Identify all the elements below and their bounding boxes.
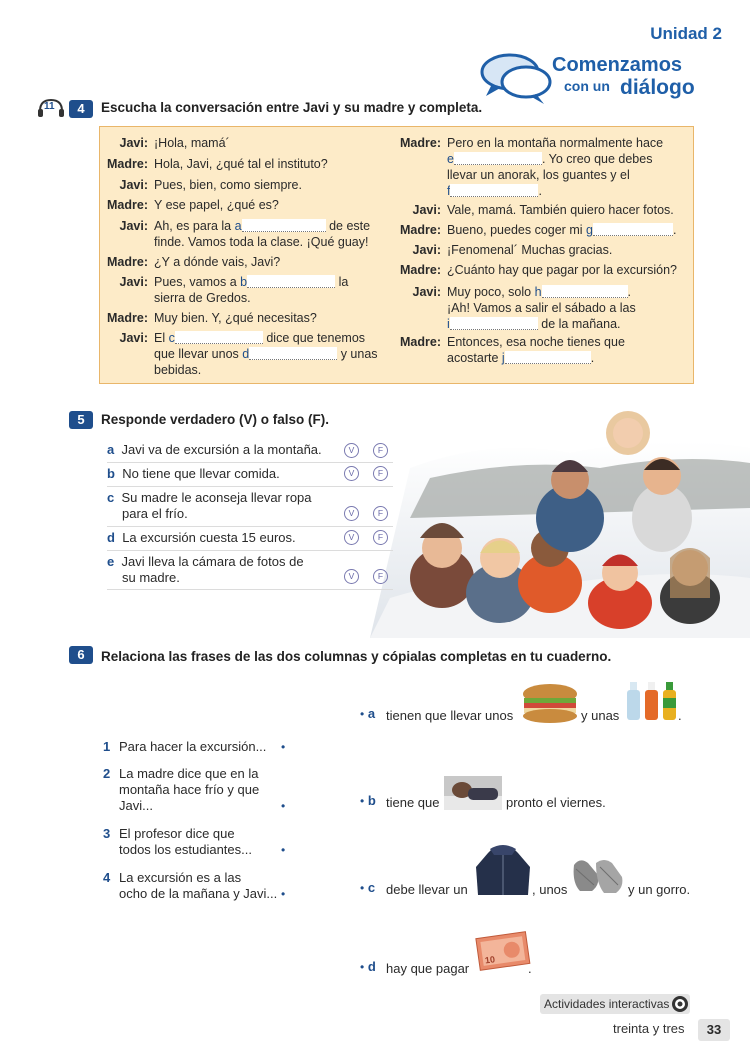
true-option[interactable]: V — [344, 569, 359, 584]
false-option[interactable]: F — [373, 530, 388, 545]
false-option[interactable]: F — [373, 443, 388, 458]
dialogue-line: Javi: Pues, vamos a b la sierra de Gredos. — [119, 275, 349, 305]
drink-bottles-icon — [625, 678, 679, 722]
gap-c-input[interactable] — [175, 331, 263, 344]
false-option[interactable]: F — [373, 569, 388, 584]
match-right-b[interactable]: • b tiene que pronto el viernes. — [360, 793, 606, 810]
match-left-2[interactable]: 2 La madre dice que en la montaña hace frío y que Javi... • — [103, 766, 286, 813]
list-item: c Su madre le aconseja llevar ropa para el frío. — [107, 490, 393, 527]
section-title — [478, 52, 718, 106]
gap-j-input[interactable] — [505, 351, 591, 364]
list-item: d La excursión cuesta 15 euros. — [107, 530, 393, 551]
true-option[interactable]: V — [344, 443, 359, 458]
false-option[interactable]: F — [373, 466, 388, 481]
list-item: a Javi va de excursión a la montaña. — [107, 442, 393, 463]
audio-track[interactable] — [36, 98, 66, 118]
track-number: 11 — [44, 101, 55, 112]
unit-label: Unidad 2 — [650, 24, 722, 43]
dialogue-line: Madre: Hola, Javi, ¿qué tal el instituto? — [107, 157, 328, 171]
interactive-activities-button[interactable] — [540, 994, 690, 1014]
dialogue-line: Madre: Entonces, esa noche tienes que acostarte j . — [400, 335, 625, 365]
dialogue-line: Javi: Muy poco, solo h . ¡Ah! Vamos a salir el sábado a las i de la mañana. — [412, 285, 636, 331]
gap-h-input[interactable] — [542, 285, 628, 298]
dialogue-line: Madre: Muy bien. Y, ¿qué necesitas? — [107, 311, 317, 325]
exercise-6-number: 6 — [69, 646, 93, 664]
match-right-c[interactable]: • c debe llevar un , unos y un gorro. — [360, 880, 691, 897]
list-item: b No tiene que llevar comida. — [107, 466, 393, 487]
title-comenzamos: Comenzamos — [552, 54, 683, 76]
true-option[interactable]: V — [344, 530, 359, 545]
gap-i-label: i — [447, 317, 450, 331]
match-right-d[interactable]: • d hay que pagar . — [360, 959, 532, 976]
dialogue-line: Javi: ¡Hola, mamá´ — [119, 136, 230, 150]
gap-c-label: c — [168, 331, 175, 345]
dialogue-line: Javi: Vale, mamá. También quiero hacer fotos. — [412, 203, 674, 217]
interactive-activities-label: Actividades interactivas — [544, 997, 670, 1011]
dialogue-line: Javi: Pues, bien, como siempre. — [119, 178, 302, 192]
exercise-6-instruction: Relaciona las frases de las dos columnas y cópialas completas en tu cuaderno. — [101, 649, 612, 664]
dialogue-line: Madre: ¿Y a dónde vais, Javi? — [107, 255, 281, 269]
gap-f-input[interactable] — [450, 184, 538, 197]
gap-e-label: e — [447, 152, 454, 166]
friends-snow-photo — [370, 398, 750, 638]
gloves-icon — [570, 855, 626, 897]
dialogue-line: Madre: Bueno, puedes coger mi g . — [400, 223, 677, 237]
true-option[interactable]: V — [344, 506, 359, 521]
dialogue-line: Javi: ¡Fenomenal´ Muchas gracias. — [412, 243, 613, 257]
gear-icon — [671, 995, 689, 1013]
gap-b-input[interactable] — [247, 275, 335, 288]
exercise-5-instruction: Responde verdadero (V) o falso (F). — [101, 412, 330, 427]
list-item: e Javi lleva la cámara de fotos de su madre. — [107, 554, 393, 590]
exercise-4-instruction: Escucha la conversación entre Javi y su madre y completa. — [101, 100, 483, 115]
gap-b-label: b — [240, 275, 248, 289]
exercise-4-number: 4 — [69, 100, 93, 118]
dialogue-box — [99, 126, 694, 384]
banknote-icon — [474, 929, 532, 975]
false-option[interactable]: F — [373, 506, 388, 521]
dialogue-line: Madre: Pero en la montaña normalmente hace e . Yo creo que debes llevar un anorak, los guantes y el f . — [400, 136, 664, 198]
page-number-words: treinta y tres — [613, 1021, 685, 1036]
dialogue-line: Madre: Y ese papel, ¿qué es? — [107, 198, 279, 212]
dialogue-line: Javi: El c dice que tenemos que llevar unos d y unas bebidas. — [119, 331, 378, 377]
gap-d-label: d — [242, 347, 250, 361]
dialogue-line: Madre: ¿Cuánto hay que pagar por la excursión? — [400, 263, 678, 277]
sleeping-person-icon — [444, 776, 502, 810]
true-option[interactable]: V — [344, 466, 359, 481]
page-number: 33 — [698, 1019, 730, 1041]
gap-j-label: j — [501, 351, 505, 365]
gap-e-input[interactable] — [454, 152, 542, 165]
anorak-icon — [474, 843, 532, 899]
speech-bubbles-icon — [478, 52, 558, 106]
banknote-value: 10 — [484, 954, 496, 966]
match-left-4[interactable]: 4 La excursión es a las ocho de la mañana y Javi... • — [103, 870, 286, 901]
sandwich-icon — [521, 682, 579, 724]
gap-a-label: a — [234, 219, 242, 233]
gap-a-input[interactable] — [242, 219, 326, 232]
match-left-3[interactable]: 3 El profesor dice que todos los estudiantes... • — [103, 826, 286, 857]
gap-h-label: h — [534, 285, 542, 299]
gap-f-label: f — [447, 184, 451, 198]
gap-i-input[interactable] — [450, 317, 538, 330]
match-left-1[interactable]: 1 Para hacer la excursión... • — [103, 739, 286, 754]
gap-d-input[interactable] — [249, 347, 337, 360]
match-right-a[interactable]: • a tienen que llevar unos y unas . — [360, 706, 682, 723]
title-con-un: con un — [564, 78, 610, 94]
gap-g-input[interactable] — [593, 223, 673, 236]
exercise-5-number: 5 — [69, 411, 93, 429]
dialogue-line: Javi: Ah, es para la a de este finde. Vamos toda la clase. ¡Qué guay! — [119, 219, 371, 249]
gap-g-label: g — [586, 223, 593, 237]
title-dialogo: diálogo — [620, 76, 695, 99]
